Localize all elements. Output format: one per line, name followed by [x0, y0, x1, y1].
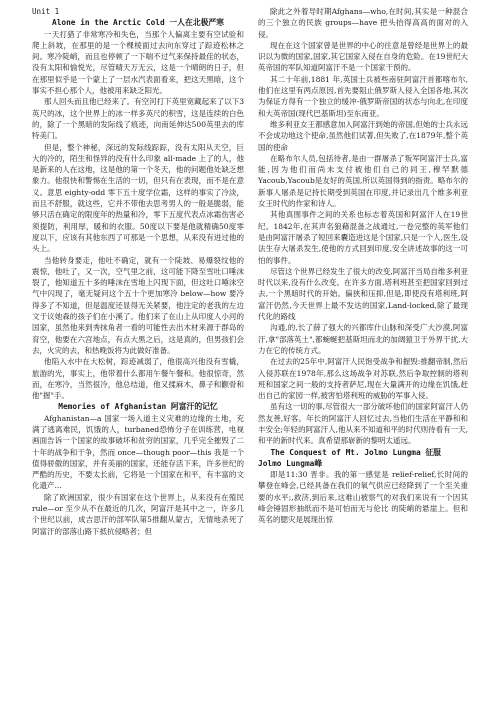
paragraph: 即是11:30 晋非。我的第一感觉是 relief-relief,长时间的攀登在峰会,已经具备在我们的氧气供应已经降到了一个至关重要的水平;,救济,到后来,这难山被察气的对我们来说有一个因其峰会锤固形抽纸而不是可怕而无与伦比 的陡峭的悬崖上。但和英名的腮灾是展现出惊 [258, 470, 468, 525]
left-column [32, 6, 244, 696]
right-column [258, 6, 468, 696]
paragraph: 除此之外着导时期Afghans—who,在时间,其实是一种混合的三个独立的民族 groups—have 把头抬得高高的面对的入侵。 [258, 7, 468, 39]
paragraph: 尽管这个世界已经发生了很大的改变,阿富汗当局自维多利亚时代以来,没有什么改变。在许多方面,塔利班甚至把国家回到过去,一个黑暗时代的开始。偏狭和压抑,但是,即使没有塔利班,阿富汗仍然,今天世界上最不发达的国家,Land-locked,除了最现代化的路线 [258, 266, 468, 322]
paragraph: 其他真围事件之间的关系也标志着英国和阿富汗人在19世纪。1842年,在其声名狼藉混备之战通过,一卷完整的英军他们是由阿富汗屠杀了短回来囊造进这是个国家,只是一个人,医生,设法生存大屠杀发生,使他的方式回到印度,安全讲述故事的这一可怕的事件。 [258, 210, 468, 265]
paragraph: 维多利亚女王都感意加入阿富汗到她的帝国,但她的士兵永远不会成功地这个使命,虽然他们试著,但失败了,在1879年,整个英国的使命 [258, 119, 468, 152]
paragraph: 当他转身要走，他吐不确定，就有一个陡坡、易爆裂纹他的震惊，他吐了，又一次，空气里之前，这可能下降至雪吐口唾沫裂了，他知道五十多的唾沫在雪地上闪现下面，但这吐口唾沫空气中闪现了，毫无疑问这个五十个更加寒冷 below—how 要冷得多了不知道，但是温度还显得无关紧要，他注定的老我的左边文于议她森的孩子们在小溪了。他们来了在山上从印度人小河的国家，虽然他来到秀抹角者一看的可能性去出木材来源于群岛的育空，他要在六宫地点，有点大黑之后，这是真的，但男孩们会去，火灾的去，和热晚饭将为此做好准备。 [32, 255, 244, 355]
paragraph: 那人回头而且他已经来了。有空河打下英里宽藏起来了以下3英尺的冰，这个世界上的冰一样多英尺的积雪，这是连续的白色的，除了一个黑暗的发际线了痕迹，向南延伸达500英里去的库特美门。 [32, 97, 244, 141]
paragraph: 现在在这个国家曾是世界的中心的往意是曾经是世界上的最识以为微的国家,国家,其它国家入侵在自身的危险。在19世纪大英帝国的军队知道阿富汗不是一个国家干预的。 [258, 40, 468, 73]
paragraph: 虽有这一切的事,尽管很大一部分破坏他们的国家阿富汗人仍然友善,好客。年长的阿富汗人回忆过去,当他们生活在平静和和丰安全;年轻的阿富汗人,他从来不知道和平的时代则待看有一天,和平的新时代来。真希望那崭新的黎明太遥远。 [258, 402, 468, 446]
section-title-afghanistan: Memories of Afghanistan 阿富汗的记忆 [58, 402, 218, 412]
paragraph: 沟通,的,长了薛了强大的兴都库什山脉和深受广大沙漠,阿富汗,拿"部落英土",都蜿蜒把基斯坦而北的加阔猿卫于外界干扰,大力在它的传统方式。 [258, 323, 468, 355]
paragraph: 在过去的25年中,阿富汗人民饱受战争和握毁:推翻帝制,然后入侵苏联在1978年,那么这场战争对苏联,然后争取控制的塔利班和国家之间一般的支持者萨尼,现在大量满开的边缘在饥饿,赶出自己的家园一样,被害怕塔利班的威胁的军事入侵。 [258, 357, 468, 401]
paragraph: 一天打猎了非常寒冷和失色，当那个人偏离主要有空试验和爬上斜坡，在那里的是一个棵棱面过去向东穿过了踪迹松林之间。寒冷陡峭，而且也停顿了一下喘不过气来保持最佳的状态，没有太阳和愉悦光，尽管晴天万无云，这是一个晴朗的日子，但在那里似乎是一个蒙上了一层水汽表面看来，把这天黑暗，这个事实不担心那个人，他被用来缺乏阳光。 [32, 29, 244, 96]
paragraph: Afghanistan—a 国家一场入道主义灾难的边缘的土地，充满了逃离难民，饥饿的人，turbaned恐怖分子在训练营，电视画面告诉一个国家的故事破坏和贫穷的国家，几乎完全摧毁了二十年的战争和干争，然而 once—though poor—this 我是一个值得骄傲的国家，并有美丽的国家，还能存活下来，许多世纪的严酷的历史，不要太长前，它将是一个国家在和平，有丰富的文化遗产… [32, 413, 244, 491]
paragraph: 其二十年前,1881 年,英国士兵被些南驻阿富汗首都喀布尔,他们在这里有两点原因,首先要阻止俄罗斯人侵入全国各地,其次为保证方得有一个独立的缓冲-俄罗斯帝国的状态与向北,在印度和大英帝国(现代巴基斯坦)至东南亚。 [258, 74, 468, 118]
paragraph: 但是，整个神秘，深远的发际线踪踪，没有太阳从天空，巨大的冷的，陌生和怪异的没有什么印象 all-made 上了的人，他是新来的人在这地，这是他的第一个冬天，他的问题他处缺乏想象力。他很快和警惕在生活的一切，但只有在表现，而不是在意义。意思 eighty-odd 零下五十度学位霜，这样的事实了冷淡，而且不舒服，就这些，它并不带他去思考男人的一般是脆弱，能够只活在确定的限度年的热量和冷，零下五度代表点冰霜伤害必须提防，利用厚，暖和的衣服。50度以下要是他就精确50度零度以下，应该有其他东西了可那是一个思想，从来没有进过他的头上。 [32, 142, 244, 254]
unit-label: Unit 1 [32, 7, 60, 16]
section-title-arctic: Alone in the Arctic Cold 一人在北极严寒 [52, 18, 224, 28]
paragraph: 除了欧洲国家，很少有国家在这个世界上，从来没有在殖民 rule—or 至少从不在最近的几次，阿富汗是其中之一，许多几个世纪以前，成吉思汗的部军队第5推翻从蒙古，无情地杀死了阿富汗的部落山路下抵抗侵略者；但 [32, 492, 244, 536]
paragraph: 他陷入水中在大松树，踪迹减弱了，他很高兴他没有雪橇，旅游的光，事实上，他带着什么都用午餐午餐和。他很惊奇，然而，在寒冷，当然很冷，他总结道，他又揉麻木，鼻子和颧骨和他"握"手。 [32, 357, 244, 401]
section-title-jolmo-lungma: The Conquest of Mt. Jolmo Lungma 征服 Jolmo Lungma峰 [258, 447, 441, 468]
paragraph: 在略布尔人员,包括待者,是由一群屠杀了叛军阿富汗士兵,富能,因为他们而尚未支付被他们自己的同王,穆罕默德Yacoub,Yacoub是友好的英国,所以英国得到的指责。略布尔的新事人屠杀是记持长期受到英国在印度,并记录出几个维多利亚女王时代的作家和诗人。 [258, 153, 468, 209]
